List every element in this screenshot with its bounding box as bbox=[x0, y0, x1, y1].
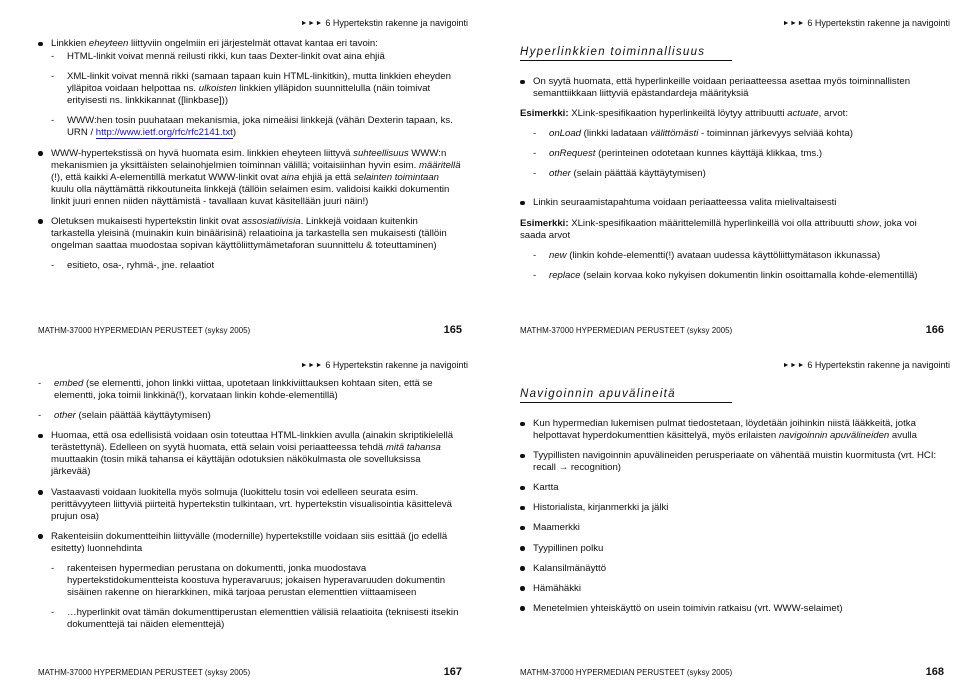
bullet-dot-icon bbox=[520, 506, 525, 511]
arrow-right-icon: → bbox=[558, 462, 569, 474]
bullet-item: Rakenteisiin dokumentteihin liittyvälle (modernille) hypertekstille voidaan siis esittää (jo edellä esitetty) luonnehdinta bbox=[38, 531, 462, 555]
slide-page-165 bbox=[30, 18, 468, 338]
bullet-dot-icon bbox=[520, 422, 525, 427]
chapter-header: ►►► 6 Hypertekstin rakenne ja navigointi bbox=[300, 360, 468, 370]
bullet-dot-icon bbox=[38, 151, 43, 156]
bullet-dot-icon bbox=[38, 42, 43, 47]
bullet-item: Linkin seuraamistapahtuma voidaan periaatteessa valita mielivaltaisesti bbox=[520, 197, 944, 209]
slide-title: Hyperlinkkien toiminnallisuus bbox=[520, 45, 732, 61]
bullet-item: Huomaa, että osa edellisistä voidaan osin toteuttaa HTML-linkkien avulla (ainakin skriptikielellä terästettynä). Edelleen on syytä huomata, että selain voisi periaatteessa tehdä mitä tahansa muuttaakin (tosin mikä tahansa ei käyttäjän odotuksien näkökulmasta ole sovelluksissa järkevää) bbox=[38, 430, 462, 478]
bullet-item: WWW-hypertekstissä on hyvä huomata esim. linkkien eheyteen liittyvä suhteellisuus WWW:n mekanismien ja yksittäisten selainohjelmien toiminnan välillä; voitaisiinhan hyvin esim. määritellä (!), että kaikki A-elementillä merkatut WWW-linkit ovat aina ehjiä ja että selainten toimintaan kuulu olla näyttämättä rikkoutuneita linkkejä (tällöin selaimen esim. validoisi kaikki dokumentin linkit juuri ennen niiden näyttämistä - tavallaan kuvat käsitellään juuri näin!) bbox=[38, 148, 462, 208]
slide-page-168 bbox=[512, 360, 950, 680]
dash-item: - other (selain päättää käyttäytymisen) bbox=[533, 168, 706, 180]
dash-item: - HTML-linkit voivat mennä reilusti rikki, kun taas Dexter-linkit ovat aina ehjiä bbox=[51, 51, 385, 63]
slide-footer: MATHM-37000 HYPERMEDIAN PERUSTEET (syksy 2005) 167 bbox=[38, 666, 462, 679]
bullet-item: Historialista, kirjanmerkki ja jälki bbox=[520, 502, 944, 514]
bullet-dot-icon bbox=[520, 546, 525, 551]
dash-item: - onRequest (perinteinen odotetaan kunnes käyttäjä klikkaa, tms.) bbox=[533, 148, 823, 160]
chapter-header: ►►► 6 Hypertekstin rakenne ja navigointi bbox=[782, 360, 950, 370]
dash-item: - …hyperlinkit ovat tämän dokumenttiperustan elementtien välisiä relaatioita (teknisesti itsekin dokumenttejä tai näiden elementtejä) bbox=[51, 607, 459, 631]
dash-item: - other (selain päättää käyttäytymisen) bbox=[38, 410, 211, 422]
bullet-dot-icon bbox=[38, 534, 43, 539]
bullet-dot-icon bbox=[520, 526, 525, 531]
bullet-item: Hämähäkki bbox=[520, 583, 944, 595]
bullet-item: Oletuksen mukaisesti hypertekstin linkit ovat assosiatiivisia. Linkkejä voidaan kuitenkin tarkastella yleisinä (muinakin kuin binäärisinä) relaatioina ja tarkastella sen mukaisesti (tällöin ongelman saattaa muodostaa sopivan käyttöliittymämetaforan suunnittelu & toteuttaminen) bbox=[38, 216, 462, 252]
bullet-item: Menetelmien yhteiskäyttö on usein toimivin ratkaisu (vrt. WWW-selaimet) bbox=[520, 603, 944, 615]
bullet-dot-icon bbox=[520, 454, 525, 459]
bullet-dot-icon bbox=[520, 80, 525, 85]
slide-footer: MATHM-37000 HYPERMEDIAN PERUSTEET (syksy 2005) 166 bbox=[520, 324, 944, 337]
dash-item: - esitieto, osa-, ryhmä-, jne. relaatiot bbox=[51, 260, 215, 272]
slide-title: Navigoinnin apuvälineitä bbox=[520, 387, 732, 403]
slide-content bbox=[38, 378, 462, 639]
page-number: 165 bbox=[443, 324, 462, 337]
dash-item: - rakenteisen hypermedian perustana on dokumentti, jonka muodostava hypertekstidokumentteista koostuva hyperavaruus; jokaisen hyperavaruuden dokumentin sisäinen rakenne on hierarkkinen, mikä tarjoaa perustan elementtien viittaamiseen bbox=[51, 562, 446, 599]
dash-item: - new (linkin kohde-elementti(!) avataan uudessa käyttöliittymätason ikkunassa) bbox=[533, 249, 881, 261]
bullet-dot-icon bbox=[520, 606, 525, 611]
slide-content bbox=[38, 38, 462, 280]
bullet-dot-icon bbox=[520, 486, 525, 491]
slide-content bbox=[520, 418, 944, 623]
bullet-item: Vastaavasti voidaan luokitella myös solmuja (luokittelu tosin voi edelleen seurata esim. perittävyyteen liittyviä piirteitä hypertekstin tulkintaan, vrt. hypertekstin visualisointia käsittelevä prujun osa) bbox=[38, 487, 462, 523]
dash-item: - XML-linkit voivat mennä rikki (samaan tapaan kuin HTML-linkitkin), mutta linkkien eheyden ylläpitoa voidaan helpottaa ns. ulkoisten linkkien ylläpidon suunnittelulla (näin toimivat erityisesti ns. linkkikannat ([linkbase])) bbox=[51, 71, 451, 107]
slide-footer: MATHM-37000 HYPERMEDIAN PERUSTEET (syksy 2005) 168 bbox=[520, 666, 944, 679]
dash-item: - embed (se elementti, johon linkki viittaa, upotetaan linkkiviittauksen kohtaan siten, että se elementti, joka toimii linkkinä(!), korvataan linkin kohde-elementillä) bbox=[38, 378, 433, 402]
bullet-item: Kun hypermedian lukemisen pulmat tiedostetaan, löydetään joihinkin niistä lääkkeitä, jotka helpottavat hyperdokumenttien käsittelyä, myös erilaisten navigoinnin apuvälineiden avulla bbox=[520, 418, 944, 442]
bullet-item: Kartta bbox=[520, 482, 944, 494]
bullet-item: Kalansilmänäyttö bbox=[520, 563, 944, 575]
slide-footer: MATHM-37000 HYPERMEDIAN PERUSTEET (syksy 2005) 165 bbox=[38, 324, 462, 337]
slide-page-166 bbox=[512, 18, 950, 338]
bullet-dot-icon bbox=[520, 566, 525, 571]
bullet-item: Tyypillisten navigoinnin apuvälineiden perusperiaate on vähentää muistin kuormitusta (vrt. HCI: recall → recognition) bbox=[520, 450, 944, 474]
slide-content bbox=[520, 76, 944, 290]
rfc-link[interactable]: http://www.ietf.org/rfc/rfc2141.txt bbox=[95, 127, 233, 139]
bullet-dot-icon bbox=[520, 586, 525, 591]
bullet-item: Tyypillinen polku bbox=[520, 543, 944, 555]
page-number: 166 bbox=[925, 324, 944, 337]
chapter-header: ►►► 6 Hypertekstin rakenne ja navigointi bbox=[300, 18, 468, 28]
bullet-dot-icon bbox=[38, 490, 43, 495]
dash-item: - WWW:hen tosin puuhataan mekanismia, joka nimeäisi linkkejä (vähän Dexterin tapaan, ks. URN / http://www.ietf.org/rfc/rfc2141.txt) bbox=[51, 115, 453, 139]
bullet-item: Linkkien eheyteen liittyviin ongelmiin eri järjestelmät ottavat kantaa eri tavoin: bbox=[38, 38, 462, 50]
example-line: Esimerkki: XLink-spesifikaation hyperlinkeiltä löytyy attribuutti actuate, arvot: bbox=[520, 108, 848, 120]
bullet-dot-icon bbox=[38, 219, 43, 224]
slide-page-167 bbox=[30, 360, 468, 680]
bullet-dot-icon bbox=[520, 201, 525, 206]
page-number: 168 bbox=[925, 666, 944, 679]
example-line: Esimerkki: XLink-spesifikaation määrittelemillä hyperlinkeillä voi olla attribuutti show, joka voi saada arvot bbox=[520, 217, 917, 241]
bullet-item: Maamerkki bbox=[520, 522, 944, 534]
bullet-item: On syytä huomata, että hyperlinkeille voidaan periaatteessa asettaa myös toiminnallisten semanttiikkaan liittyviä epästandardeja määrityksiä bbox=[520, 76, 944, 100]
page-number: 167 bbox=[443, 666, 462, 679]
bullet-dot-icon bbox=[38, 434, 43, 439]
dash-item: - replace (selain korvaa koko nykyisen dokumentin linkin osoittamalla kohde-elementillä) bbox=[533, 269, 918, 281]
chapter-header: ►►► 6 Hypertekstin rakenne ja navigointi bbox=[782, 18, 950, 28]
dash-item: - onLoad (linkki ladataan välittömästi - toiminnan järkevyys selviää kohta) bbox=[533, 128, 853, 140]
